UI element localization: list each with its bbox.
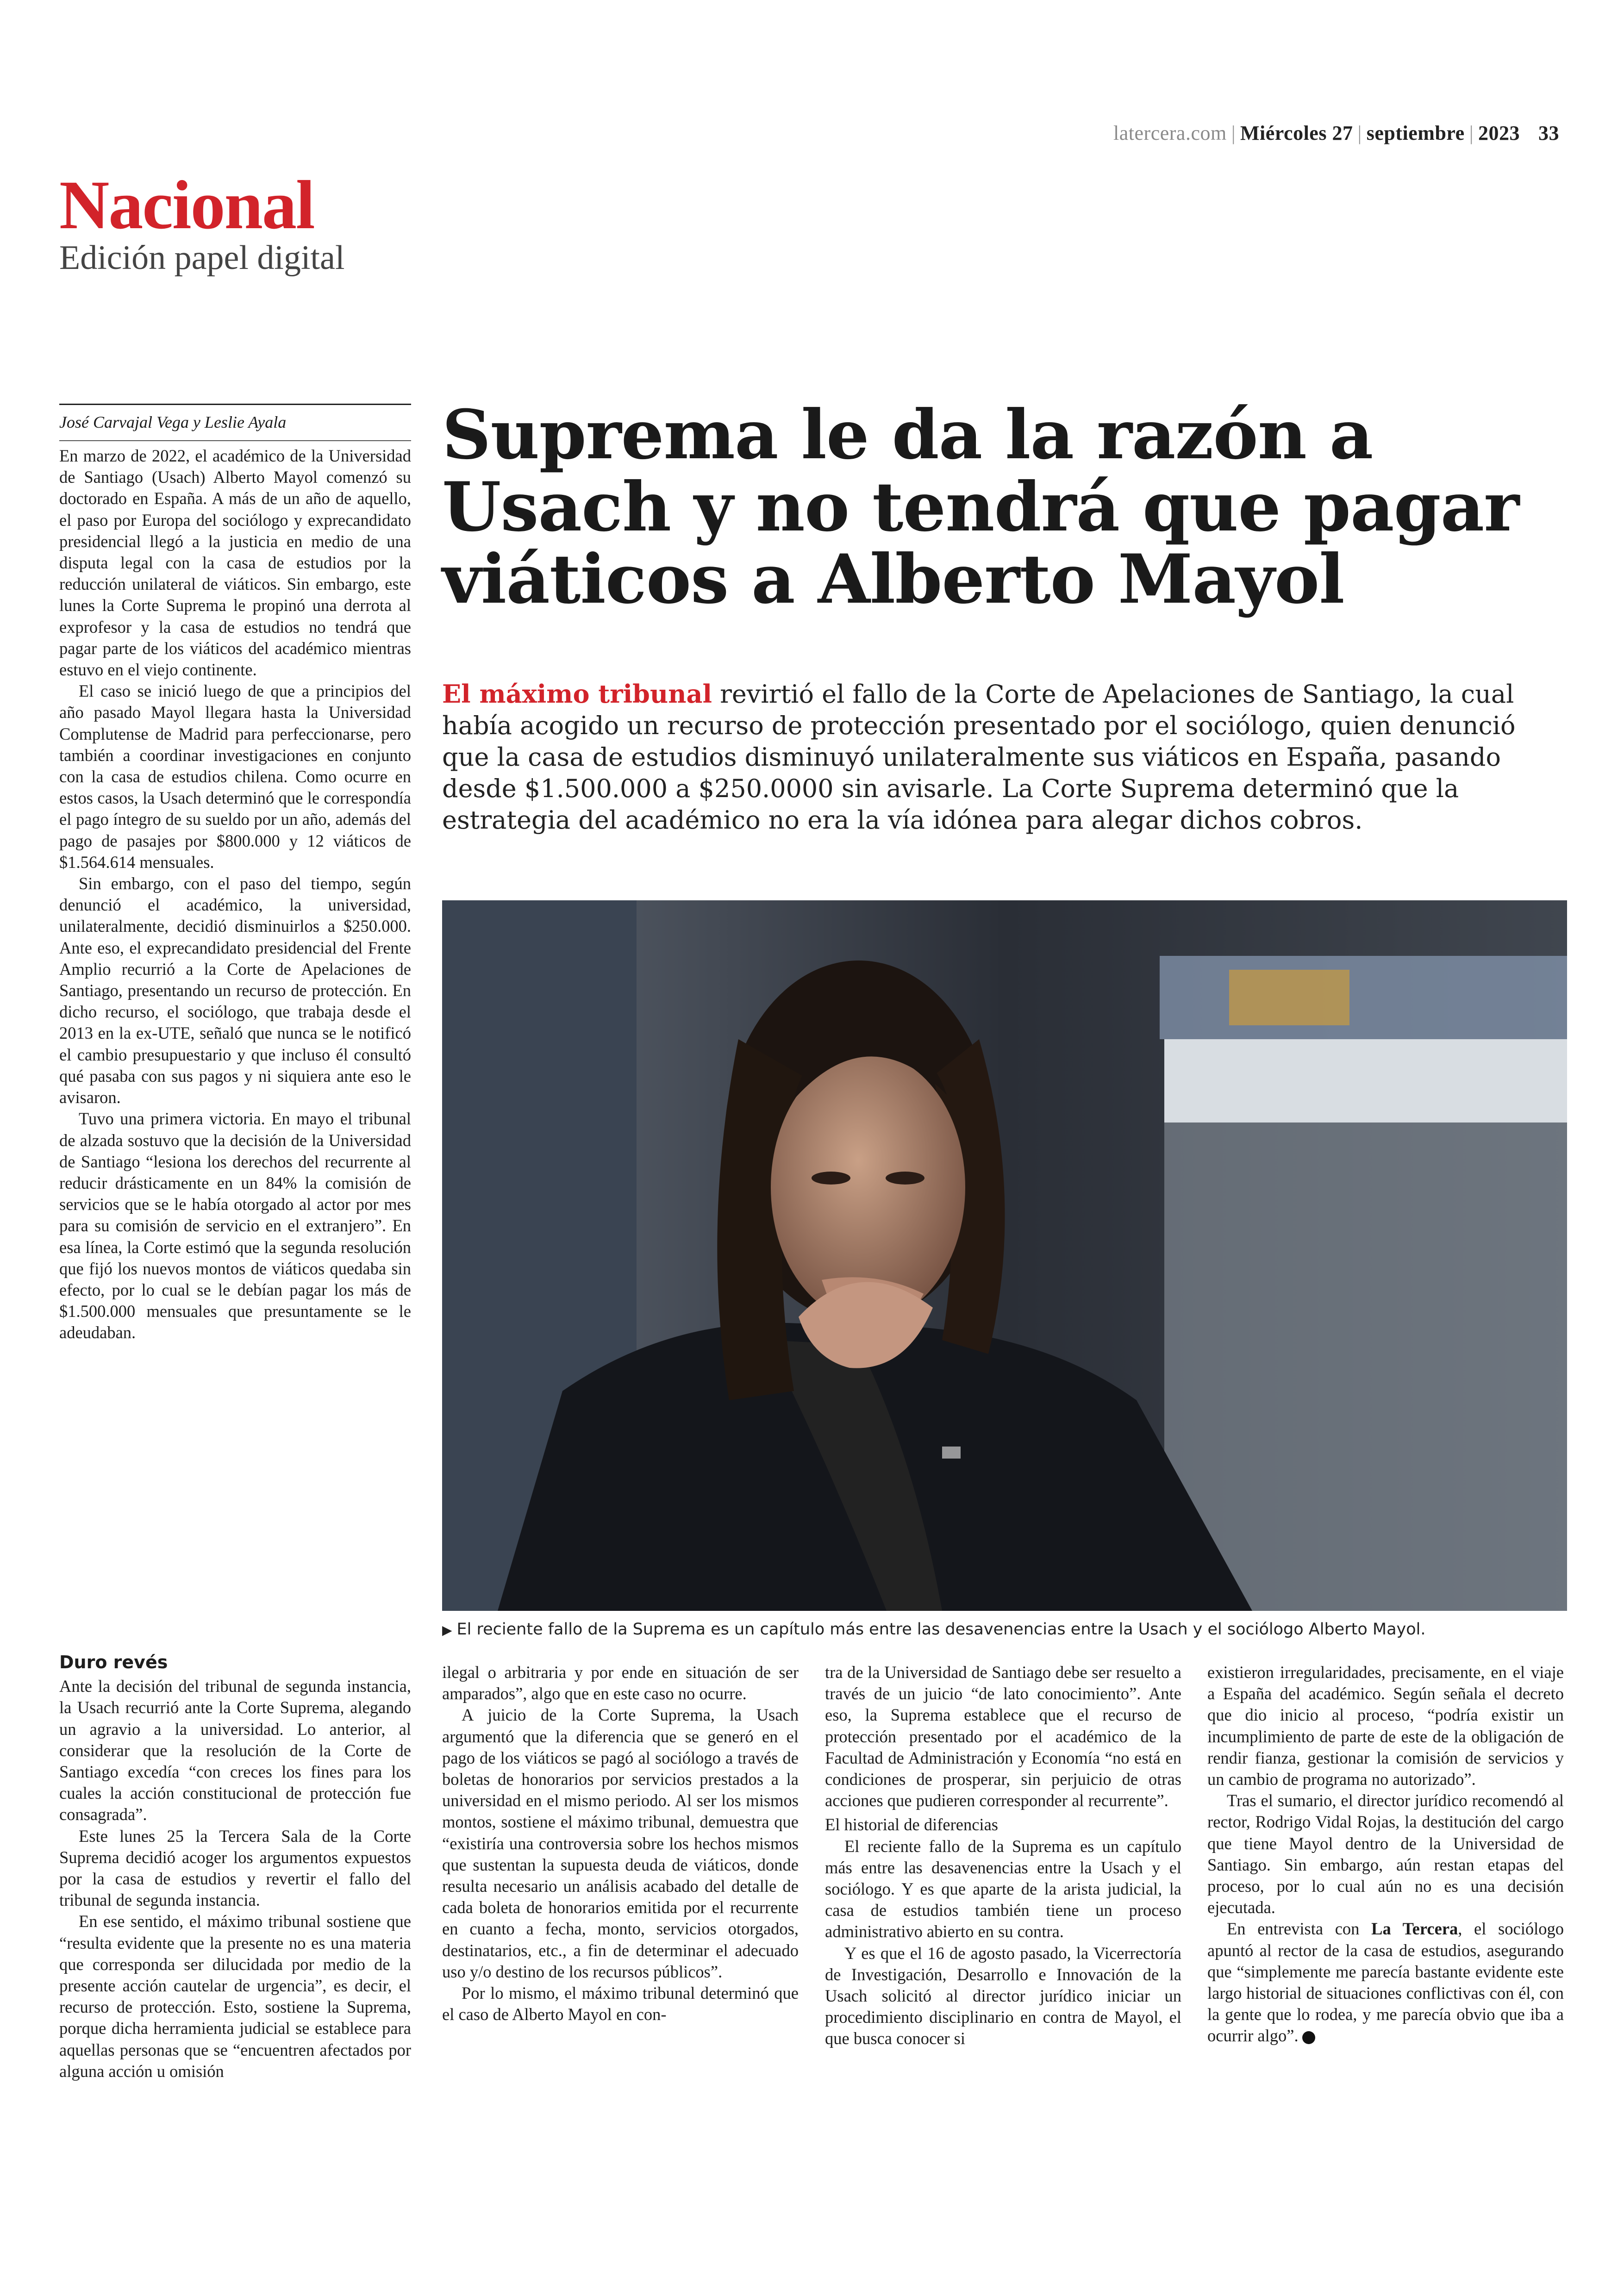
paragraph: En marzo de 2022, el académico de la Universidad de Santiago (Usach) Alberto Mayol comenzó su doctorado en España. A más de un año de aquello, el paso por Europa del sociólogo y exprecandidato presidencial llegó a la justicia en medio de una disputa legal con la casa de estudios por la reducción unilateral de viáticos. Sin embargo, este lunes la Corte Suprema le propinó una derrota al exprofesor y la casa de estudios no tendrá que pagar parte de los viáticos del académico mientras estuvo en el viejo continente. bbox=[59, 446, 411, 680]
lead-paragraph bbox=[442, 678, 1562, 836]
headline: Suprema le da la razón a Usach y no tendrá que pagar viáticos a Alberto Mayol bbox=[442, 395, 1519, 619]
paragraph: Tras el sumario, el director jurídico recomendó al rector, Rodrigo Vidal Rojas, la destitución del cargo que tiene Mayol dentro de la Universidad de Santiago. Sin embargo, aún restan etapas del proceso, por lo cual aún no es una decisión ejecutada. bbox=[1207, 1791, 1564, 1917]
portrait-photo-illustration bbox=[442, 900, 1567, 1611]
paragraph: En ese sentido, el máximo tribunal sostiene que “resulta evidente que la presente no es una materia que corresponda ser dilucidada por medio de la presente acción cautelar de urgencia”, es decir, el recurso de protección. Esto, sostiene la Suprema, porque dicha herramienta judicial se establece para aquellas personas que se “encuentren afectados por alguna acción u omisión bbox=[59, 1912, 411, 2081]
paragraph-final bbox=[1207, 1918, 1564, 2046]
paragraph: Este lunes 25 la Tercera Sala de la Corte Suprema decidió acoger los argumentos expuestos por la casa de estudios y revertir el fallo del tribunal de segunda instancia. bbox=[59, 1826, 411, 1910]
paragraph: A juicio de la Corte Suprema, la Usach argumentó que la diferencia que se generó en el pago de los viáticos se pagó al sociólogo a través de boletas de honorarios por servicios prestados a la universidad en el mismo periodo. Al ser los mismos montos, sostiene el máximo tribunal, demuestra que “existiría una controversia sobre los hechos mismos que sustentan la supuesta deuda de viáticos, donde resulta necesario un análisis acabado del detalle de cada boleta de honorarios emitida por el recurrente en cuanto a fecha, monto, servicios otorgados, destinatarios, etc., a fin de determinar el adecuado uso y/o destino de los recursos públicos”. bbox=[442, 1705, 799, 1981]
date-month: septiembre bbox=[1366, 122, 1465, 144]
caption-arrow-icon: ▶ bbox=[442, 1622, 452, 1638]
column-1 bbox=[59, 445, 411, 1344]
lead-kicker: El máximo tribunal bbox=[442, 679, 712, 709]
paragraph: Y es que el 16 de agosto pasado, la Vicerrectoría de Investigación, Desarrollo e Innovación de la Usach solicitó al director jurídico iniciar un procedimiento disciplinario en contra de Mayol, el que busca conocer si bbox=[825, 1943, 1181, 2048]
site-name: latercera.com bbox=[1113, 122, 1227, 144]
section-title: Nacional bbox=[59, 167, 314, 243]
article-photo bbox=[442, 900, 1567, 1611]
column-3 bbox=[825, 1662, 1181, 2050]
paragraph: tra de la Universidad de Santiago debe ser resuelto a través de un juicio “de lato conocimiento”. Ante eso, la Suprema establece que el recurso de protección presentado por el académico de la Facultad de Administración y Economía “no está en condiciones de prosperar, sin perjuicio de otras acciones que pudieren corresponder al recurrente”. bbox=[825, 1663, 1181, 1810]
column-2 bbox=[442, 1662, 799, 2025]
byline: José Carvajal Vega y Leslie Ayala bbox=[59, 404, 411, 441]
paragraph: ilegal o arbitraria y por ende en situación de ser amparados”, algo que en este caso no ocurre. bbox=[442, 1663, 799, 1703]
column-1-continued bbox=[59, 1643, 411, 2082]
date-year: 2023 bbox=[1478, 122, 1520, 144]
page-folio: latercera.com | Miércoles 27 | septiembre | 2023 33 bbox=[1113, 122, 1559, 144]
column-4 bbox=[1207, 1662, 1564, 2047]
photo-caption bbox=[442, 1620, 1567, 1639]
end-mark-icon bbox=[1302, 2031, 1315, 2044]
newspaper-name: La Tercera bbox=[1371, 1919, 1458, 1939]
edition-label: Edición papel digital bbox=[59, 239, 345, 277]
paragraph: Ante la decisión del tribunal de segunda instancia, la Usach recurrió ante la Corte Suprema, alegando un agravio a la universidad. Lo anterior, al considerar que la resolución de la Corte de Santiago excedía “con creces los fines para los cuales la acción constitucional de protección fue consagrada”. bbox=[59, 1677, 411, 1824]
caption-text: El reciente fallo de la Suprema es un capítulo más entre las desavenencias entre la Usach y el sociólogo Alberto Mayol. bbox=[456, 1620, 1426, 1639]
text-run: , el sociólogo apuntó al rector de la casa de estudios, asegurando que “simplemente me parecía bastante evidente este largo historial de situaciones conflictivas con él, con la gente que lo rodea, y me parecía obvio que iba a ocurrir algo”. bbox=[1207, 1919, 1564, 2046]
paragraph: existieron irregularidades, precisamente, en el viaje a España del académico. Según señala el decreto que dio inicio al proceso, “podría existir un incumplimiento de parte de este de la obligación de rendir fianza, gestionar la comisión de servicios y un cambio de programa no autorizado”. bbox=[1207, 1663, 1564, 1789]
text-run: En entrevista con bbox=[1227, 1919, 1372, 1939]
page-number: 33 bbox=[1538, 122, 1559, 144]
lead-text: revirtió el fallo de la Corte de Apelaciones de Santiago, la cual había acogido un recurso de protección presentado por el sociólogo, quien denunció que la casa de estudios disminuyó unilateralmente sus viáticos en España, pasando desde $1.500.000 a $250.0000 sin avisarle. La Corte Suprema determinó que la estrategia del académico no era la vía idónea para alegar dichos cobros. bbox=[442, 680, 1516, 835]
paragraph: El caso se inició luego de que a principios del año pasado Mayol llegara hasta la Universidad Complutense de Madrid para perfeccionarse, pero también a coordinar investigaciones en conjunto con la casa de estudios chilena. Como ocurre en estos casos, la Usach determinó que le correspondía el pago íntegro de su sueldo por un año, además del pago de pasajes por $800.000 y 12 viáticos de $1.564.614 mensuales. bbox=[59, 681, 411, 872]
subhead-history: El historial de diferencias bbox=[825, 1815, 998, 1834]
date-day: Miércoles 27 bbox=[1240, 122, 1353, 144]
paragraph: El reciente fallo de la Suprema es un capítulo más entre las desavenencias entre la Usach y el sociólogo. Y es que aparte de la arista judicial, la casa de estudios también tiene un proceso administrativo abierto en su contra. bbox=[825, 1836, 1181, 1941]
paragraph: Sin embargo, con el paso del tiempo, según denunció el académico, la universidad, unilateralmente, decidió disminuirlos a $250.000. Ante eso, el exprecandidato presidencial del Frente Amplio recurrió a la Corte de Apelaciones de Santiago, presentando un recurso de protección. En dicho recurso, el sociólogo, que trabaja desde el 2013 en la ex-UTE, señaló que nunca se le notificó el cambio presupuestario y que incluso él consultó qué pasaba con sus pagos y ni siquiera ante eso le avisaron. bbox=[59, 874, 411, 1107]
paragraph: Tuvo una primera victoria. En mayo el tribunal de alzada sostuvo que la decisión de la Universidad de Santiago “lesiona los derechos del recurrente al reducir drásticamente en un 84% la comisión de servicios que se le había otorgado al actor por mes para su comisión de servicio en el extranjero”. En esa línea, la Corte estimó que la segunda resolución que fijó los nuevos montos de viáticos quedaba sin efecto, por lo cual se le debían pagar los más de $1.500.000 mensuales que presuntamente se le adeudaban. bbox=[59, 1109, 411, 1342]
subhead: Duro revés bbox=[59, 1652, 168, 1672]
paragraph: Por lo mismo, el máximo tribunal determinó que el caso de Alberto Mayol en con- bbox=[442, 1983, 799, 2024]
